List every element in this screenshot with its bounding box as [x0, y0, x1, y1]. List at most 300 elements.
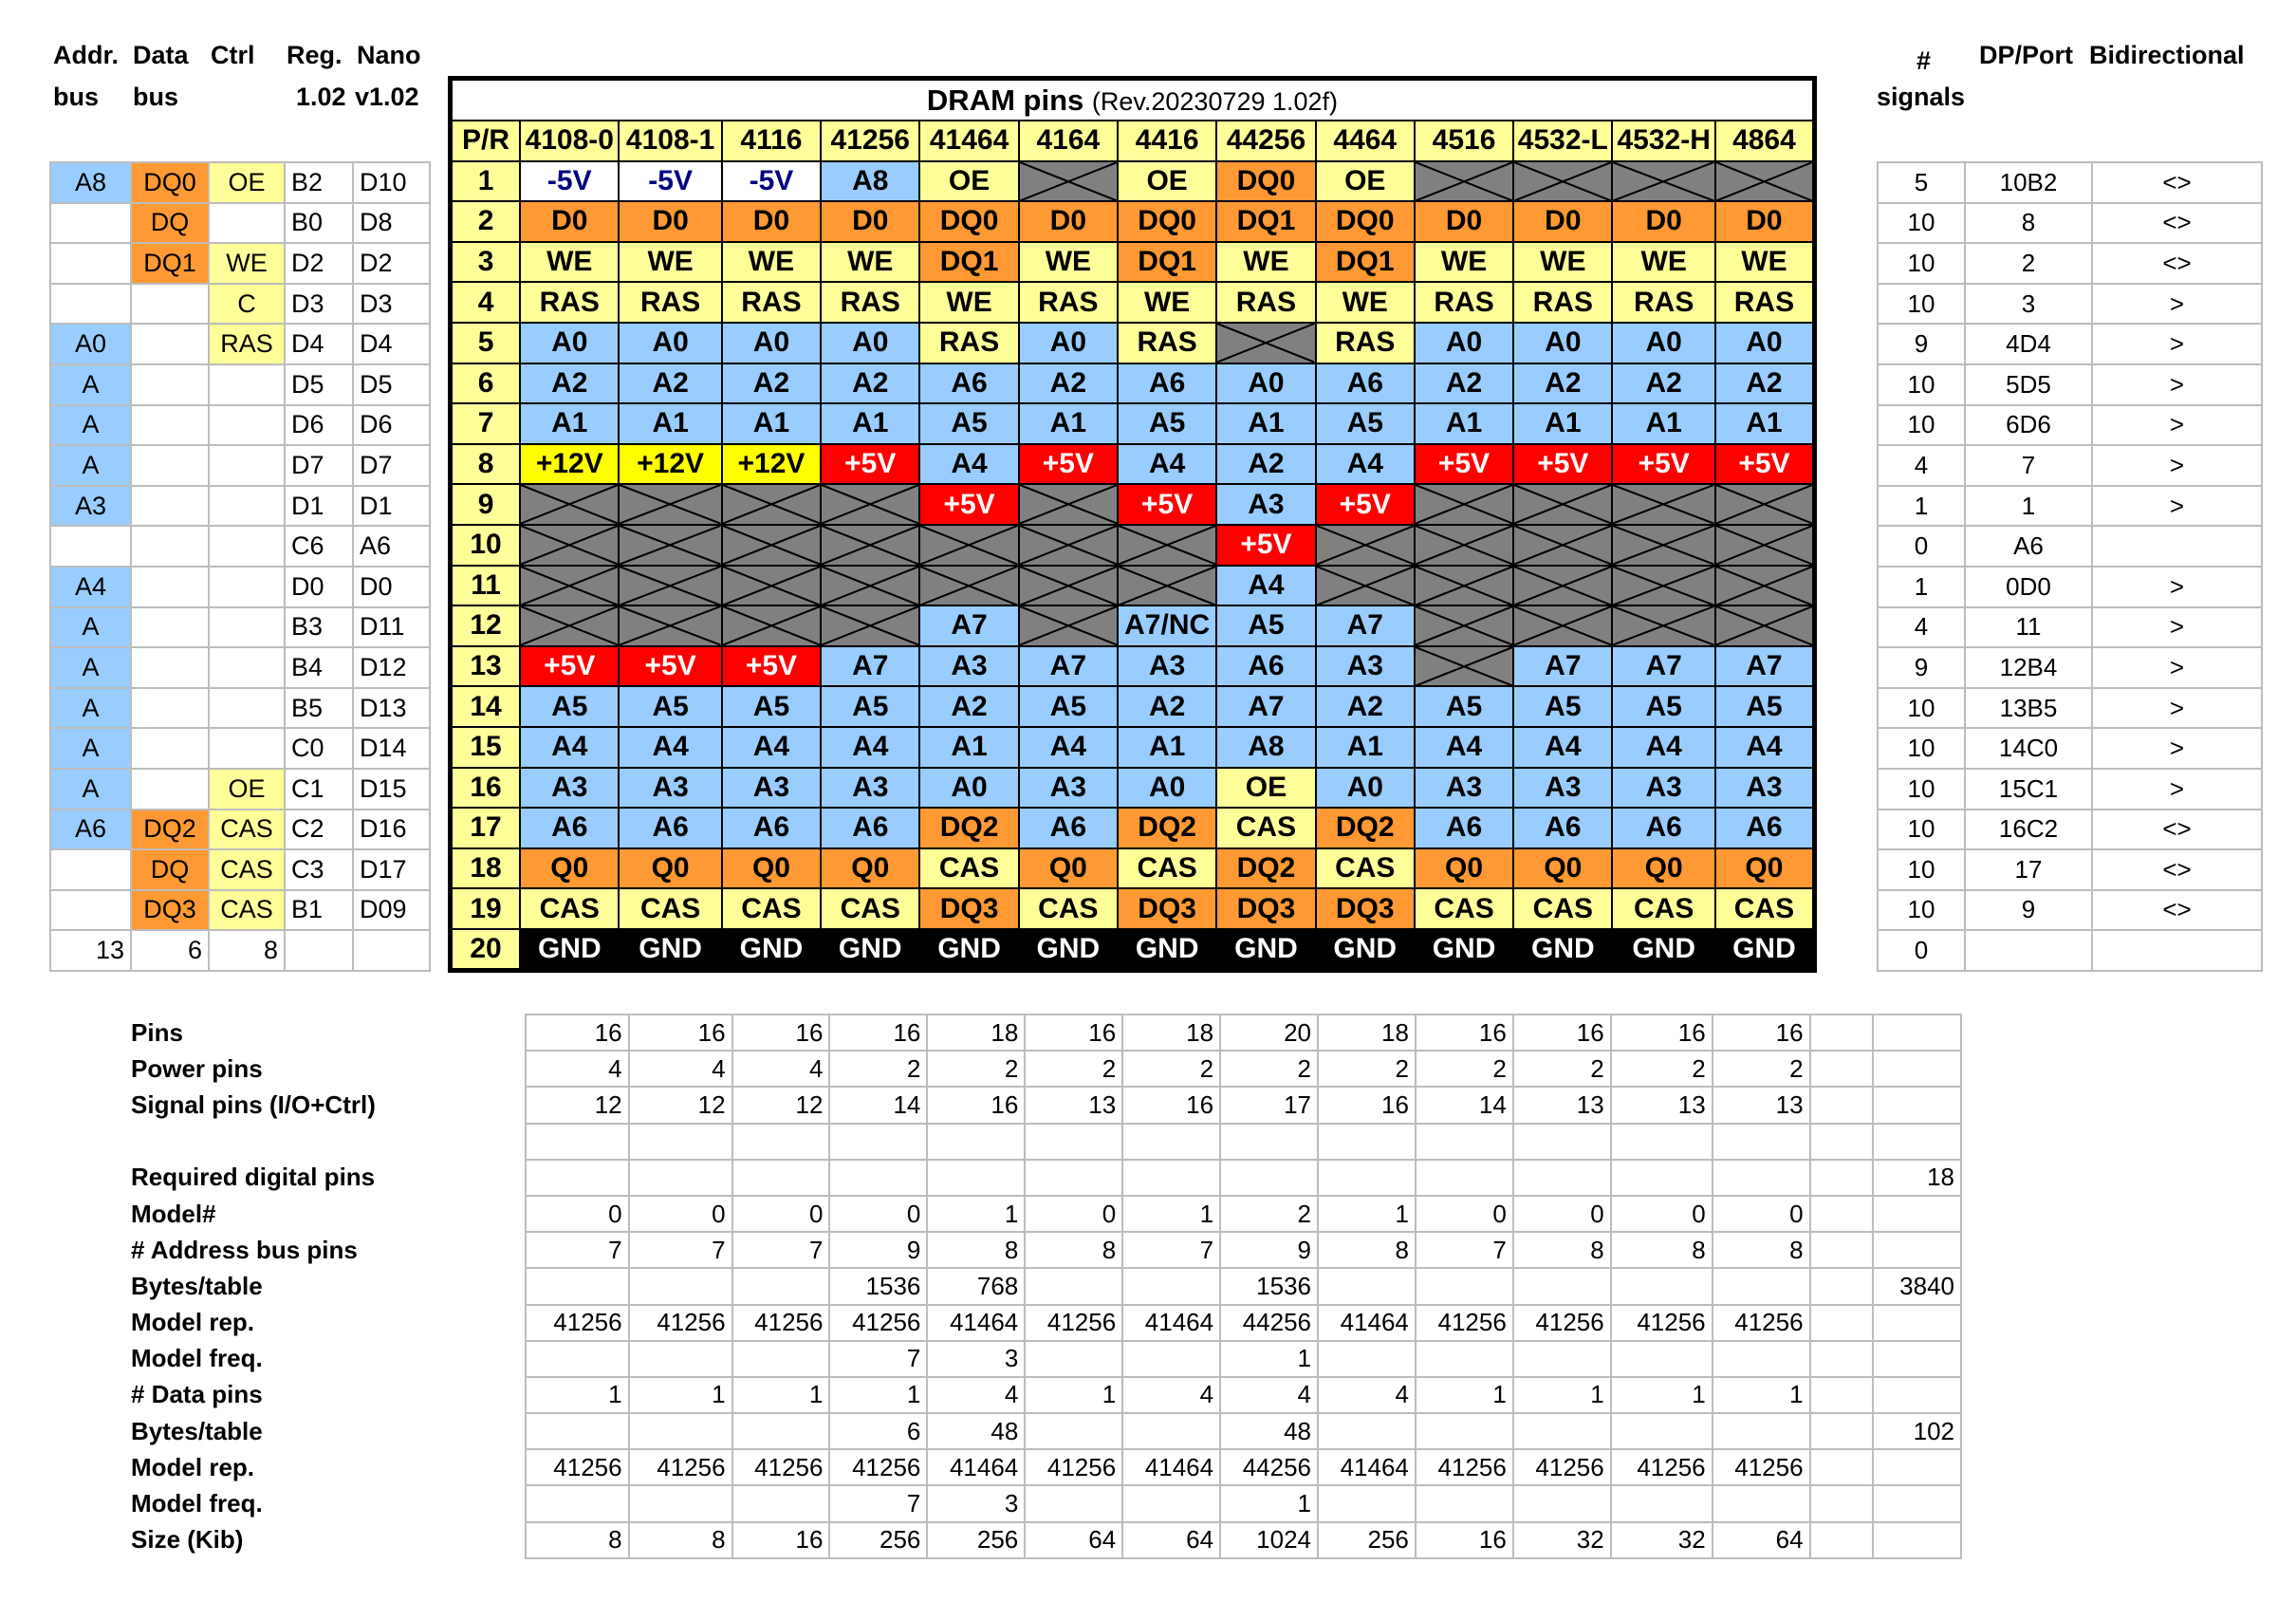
summary-table — [131, 1014, 1962, 1559]
not-connected-cell — [1513, 525, 1612, 566]
right-row — [1878, 364, 2262, 405]
not-connected-cell — [1715, 484, 1815, 525]
addr-cell: A — [50, 647, 131, 688]
summary-value: 16 — [927, 1087, 1025, 1123]
pin-signal: -5V — [520, 161, 619, 202]
summary-extra — [1810, 1413, 1874, 1449]
pin-signal: RAS — [1513, 282, 1612, 323]
summary-value: 1 — [1513, 1377, 1611, 1413]
data-cell — [131, 364, 209, 405]
summary-value: 14 — [1416, 1087, 1513, 1123]
pin-signal: D0 — [1715, 201, 1815, 242]
summary-value: 16 — [1318, 1087, 1416, 1123]
summary-value: 7 — [1122, 1232, 1220, 1268]
pin-signal: A0 — [1316, 768, 1415, 809]
signal-count: 1 — [1878, 567, 1965, 607]
signal-count: 10 — [1878, 769, 1965, 810]
pin-number: 7 — [451, 403, 521, 444]
summary-value — [629, 1124, 732, 1160]
left-row — [50, 810, 430, 850]
summary-value — [927, 1124, 1025, 1160]
summary-extra — [1873, 1522, 1961, 1558]
signal-count: 5 — [1878, 162, 1965, 203]
summary-value: 4 — [629, 1051, 732, 1087]
nano-cell: D11 — [353, 607, 430, 648]
pin-signal: A1 — [1019, 403, 1118, 444]
pin-signal: GND — [1513, 929, 1612, 971]
summary-value: 0 — [526, 1196, 629, 1232]
not-connected-cell — [1513, 566, 1612, 606]
reg-cell: D2 — [285, 243, 353, 284]
nano-cell: A6 — [353, 526, 430, 567]
pin-signal: A2 — [520, 363, 619, 404]
not-connected-cell — [1612, 161, 1714, 202]
nano-cell: D16 — [353, 810, 430, 850]
summary-value — [1318, 1160, 1416, 1196]
summary-value — [1713, 1341, 1810, 1377]
not-connected-cell — [919, 566, 1018, 606]
pin-signal: A4 — [1513, 727, 1612, 768]
addr-cell: A — [50, 364, 131, 405]
bidirectional: > — [2092, 486, 2262, 527]
pin-signal: CAS — [520, 888, 619, 929]
summary-value: 768 — [927, 1268, 1025, 1304]
addr-cell: A8 — [50, 162, 131, 203]
pin-signal: +5V — [1715, 444, 1815, 485]
summary-label: Pins — [131, 1017, 183, 1047]
pin-signal: RAS — [919, 323, 1018, 363]
summary-value — [1713, 1413, 1810, 1449]
pin-signal: A1 — [520, 403, 619, 444]
data-cell — [131, 526, 209, 567]
dp-port: 7 — [1965, 445, 2092, 486]
right-row — [1878, 526, 2262, 567]
addr-cell: A — [50, 405, 131, 446]
pin-signal: Q0 — [1513, 848, 1612, 889]
pin-signal: +5V — [919, 484, 1018, 525]
pin-signal: A5 — [1415, 686, 1513, 727]
pin-row — [451, 727, 1815, 768]
pin-signal: A1 — [1513, 403, 1612, 444]
ctrl-cell: OE — [209, 162, 285, 203]
pin-signal: GND — [619, 929, 721, 971]
pin-signal: D0 — [520, 201, 619, 242]
summary-value: 0 — [1513, 1196, 1611, 1232]
summary-value: 41464 — [1318, 1449, 1416, 1485]
pin-signal: D0 — [1019, 201, 1118, 242]
summary-value — [629, 1268, 732, 1304]
pin-signal: +5V — [1612, 444, 1714, 485]
pin-signal: A3 — [1513, 768, 1612, 809]
pin-signal: Q0 — [1612, 848, 1714, 889]
summary-extra: 3840 — [1873, 1268, 1961, 1304]
summary-value: 0 — [629, 1196, 732, 1232]
pin-signal: A1 — [1216, 403, 1315, 444]
ctrl-cell — [209, 486, 285, 527]
pin-signal: Q0 — [1715, 848, 1815, 889]
pin-signal: A4 — [1216, 566, 1315, 606]
summary-row — [131, 1341, 1961, 1377]
nano-cell: D6 — [353, 405, 430, 446]
pin-signal: A2 — [919, 686, 1018, 727]
not-connected-cell — [1612, 605, 1714, 646]
pin-signal: GND — [1715, 929, 1815, 971]
pin-signal: DQ2 — [919, 808, 1018, 848]
summary-value: 48 — [927, 1413, 1025, 1449]
right-row — [1878, 647, 2262, 688]
pin-signal: Q0 — [520, 848, 619, 889]
not-connected-cell — [1715, 161, 1815, 202]
summary-value — [526, 1160, 629, 1196]
summary-value: 12 — [629, 1087, 732, 1123]
summary-value: 41464 — [1122, 1449, 1220, 1485]
summary-value: 7 — [526, 1232, 629, 1268]
summary-value: 12 — [526, 1087, 629, 1123]
summary-value: 7 — [829, 1485, 927, 1521]
pin-signal: A3 — [1316, 646, 1415, 687]
hdr-signals: signals — [1877, 83, 1966, 111]
not-connected-cell — [1715, 525, 1815, 566]
signal-count: 9 — [1878, 324, 1965, 364]
pin-signal: GND — [919, 929, 1018, 971]
nano-cell: D2 — [353, 243, 430, 284]
summary-value: 2 — [1513, 1051, 1611, 1087]
dp-port — [1965, 930, 2092, 971]
summary-value — [732, 1485, 830, 1521]
data-cell — [131, 405, 209, 446]
summary-value: 18 — [1122, 1015, 1220, 1051]
summary-label: Model rep. — [131, 1452, 255, 1481]
summary-value: 16 — [1122, 1087, 1220, 1123]
pin-signal: RAS — [722, 282, 821, 323]
summary-value — [1611, 1268, 1713, 1304]
pin-number: 12 — [451, 605, 521, 646]
summary-label: Bytes/table — [131, 1271, 263, 1300]
summary-extra — [1873, 1485, 1961, 1521]
summary-value: 8 — [927, 1232, 1025, 1268]
chip-header-row — [451, 121, 1815, 161]
summary-value: 41256 — [1611, 1305, 1713, 1341]
reg-cell: D5 — [285, 364, 353, 405]
pin-signal: GND — [520, 929, 619, 971]
bidirectional: > — [2092, 567, 2262, 607]
pin-signal: D0 — [619, 201, 721, 242]
pin-signal: CAS — [1415, 888, 1513, 929]
signal-count: 4 — [1878, 445, 1965, 486]
pin-signal: WE — [1715, 242, 1815, 283]
nano-cell: D8 — [353, 203, 430, 244]
pin-signal: GND — [1415, 929, 1513, 971]
summary-value: 0 — [1025, 1196, 1122, 1232]
pin-row — [451, 929, 1815, 971]
summary-row — [131, 1449, 1961, 1485]
pin-signal: A7 — [1612, 646, 1714, 687]
summary-value — [1122, 1341, 1220, 1377]
not-connected-cell — [1513, 161, 1612, 202]
not-connected-cell — [1612, 566, 1714, 606]
pin-signal: A8 — [1216, 727, 1315, 768]
pin-signal: DQ0 — [1118, 201, 1216, 242]
summary-value: 4 — [1220, 1377, 1318, 1413]
pin-row — [451, 363, 1815, 404]
summary-value — [1611, 1413, 1713, 1449]
pin-signal: A4 — [1118, 444, 1216, 485]
pin-signal: RAS — [1118, 323, 1216, 363]
pin-signal: D0 — [1415, 201, 1513, 242]
summary-row — [131, 1377, 1961, 1413]
summary-extra: 18 — [1873, 1160, 1961, 1196]
pin-signal: CAS — [722, 888, 821, 929]
pin-signal: A3 — [722, 768, 821, 809]
summary-value: 7 — [829, 1341, 927, 1377]
summary-value: 48 — [1220, 1413, 1318, 1449]
summary-value — [1122, 1485, 1220, 1521]
addr-cell: A — [50, 445, 131, 486]
summary-value — [1025, 1485, 1122, 1521]
summary-value: 8 — [1025, 1232, 1122, 1268]
left-row — [50, 405, 430, 446]
pin-signal: A1 — [1316, 727, 1415, 768]
summary-value — [1122, 1413, 1220, 1449]
summary-value: 4 — [1122, 1377, 1220, 1413]
reg-cell: D4 — [285, 324, 353, 364]
summary-value: 16 — [1513, 1015, 1611, 1051]
pin-number: 20 — [451, 929, 521, 971]
pin-signal: A2 — [1316, 686, 1415, 727]
pin-signal: A0 — [1513, 323, 1612, 363]
chip-header: 4464 — [1316, 121, 1415, 161]
summary-row — [131, 1160, 1961, 1196]
summary-value: 44256 — [1220, 1449, 1318, 1485]
pin-signal: A3 — [1715, 768, 1815, 809]
summary-label: # Address bus pins — [131, 1235, 358, 1264]
summary-value: 7 — [1416, 1232, 1513, 1268]
pin-signal: A6 — [1316, 363, 1415, 404]
right-row — [1878, 284, 2262, 325]
summary-value — [1513, 1485, 1611, 1521]
pin-signal: RAS — [1019, 282, 1118, 323]
pin-signal: A4 — [1415, 727, 1513, 768]
pin-signal: A3 — [1118, 646, 1216, 687]
summary-value — [1318, 1268, 1416, 1304]
summary-row — [131, 1268, 1961, 1304]
left-row — [50, 607, 430, 648]
data-cell: 6 — [131, 930, 209, 971]
summary-value — [1318, 1341, 1416, 1377]
left-row — [50, 364, 430, 405]
pin-number: 15 — [451, 727, 521, 768]
summary-value: 41256 — [1713, 1449, 1810, 1485]
pin-number: 13 — [451, 646, 521, 687]
nano-cell: D13 — [353, 688, 430, 729]
data-cell — [131, 284, 209, 325]
nano-cell: D15 — [353, 769, 430, 810]
summary-extra — [1810, 1485, 1874, 1521]
pin-signal: A2 — [1415, 363, 1513, 404]
pin-signal: A6 — [1019, 808, 1118, 848]
pin-signal: DQ3 — [1118, 888, 1216, 929]
pin-signal: WE — [1513, 242, 1612, 283]
addr-cell: A — [50, 769, 131, 810]
summary-label: Model freq. — [131, 1344, 263, 1373]
summary-value — [629, 1160, 732, 1196]
summary-value: 41256 — [1416, 1449, 1513, 1485]
pin-signal: D0 — [821, 201, 919, 242]
pin-signal: GND — [722, 929, 821, 971]
summary-row — [131, 1413, 1961, 1449]
not-connected-cell — [1216, 323, 1315, 363]
pin-signal: WE — [1118, 282, 1216, 323]
pin-signal: WE — [520, 242, 619, 283]
left-row — [50, 445, 430, 486]
not-connected-cell — [821, 605, 919, 646]
pin-signal: A0 — [1715, 323, 1815, 363]
pin-signal: DQ2 — [1216, 848, 1315, 889]
summary-value: 2 — [1713, 1051, 1810, 1087]
pin-signal: Q0 — [619, 848, 721, 889]
pin-signal: CAS — [1316, 848, 1415, 889]
reg-cell: D7 — [285, 445, 353, 486]
dp-port: 16C2 — [1965, 810, 2092, 850]
pin-signal: A1 — [1118, 727, 1216, 768]
data-cell: DQ — [131, 849, 209, 890]
pin-signal: A7 — [821, 646, 919, 687]
signal-count: 10 — [1878, 284, 1965, 325]
pin-signal: A5 — [1019, 686, 1118, 727]
pin-signal: DQ1 — [1216, 201, 1315, 242]
hdr-ctrl: Ctrl — [211, 41, 255, 69]
summary-value: 17 — [1220, 1087, 1318, 1123]
pin-signal: A3 — [1019, 768, 1118, 809]
summary-value: 1 — [1122, 1196, 1220, 1232]
hdr-reg-2: 1.02 — [296, 83, 346, 111]
summary-value: 20 — [1220, 1015, 1318, 1051]
pin-signal: A6 — [821, 808, 919, 848]
summary-value: 8 — [1318, 1232, 1416, 1268]
ctrl-cell — [209, 526, 285, 567]
summary-value: 2 — [1318, 1051, 1416, 1087]
pin-number: 4 — [451, 282, 521, 323]
summary-value: 8 — [629, 1522, 732, 1558]
summary-value — [1513, 1268, 1611, 1304]
bidirectional: <> — [2092, 849, 2262, 890]
reg-cell: C0 — [285, 728, 353, 769]
summary-value: 1 — [1318, 1196, 1416, 1232]
pin-number: 6 — [451, 363, 521, 404]
pin-signal: GND — [1316, 929, 1415, 971]
pin-signal: A8 — [821, 161, 919, 202]
summary-value: 44256 — [1220, 1305, 1318, 1341]
dp-port: 6D6 — [1965, 405, 2092, 446]
pin-signal: A2 — [1513, 363, 1612, 404]
dp-port: A6 — [1965, 526, 2092, 567]
summary-value — [1025, 1124, 1122, 1160]
pin-signal: WE — [821, 242, 919, 283]
signal-count: 10 — [1878, 810, 1965, 850]
right-signal-table — [1877, 161, 2263, 972]
pin-signal: +5V — [1513, 444, 1612, 485]
pin-signal: CAS — [1216, 808, 1315, 848]
summary-value: 3 — [927, 1341, 1025, 1377]
dp-port: 4D4 — [1965, 324, 2092, 364]
summary-value — [1611, 1124, 1713, 1160]
dp-port: 2 — [1965, 243, 2092, 284]
pin-signal: +5V — [821, 444, 919, 485]
summary-value: 2 — [1122, 1051, 1220, 1087]
summary-value — [629, 1485, 732, 1521]
dp-port: 10B2 — [1965, 162, 2092, 203]
dp-port: 5D5 — [1965, 364, 2092, 405]
ctrl-cell: 8 — [209, 930, 285, 971]
dp-port: 11 — [1965, 607, 2092, 648]
nano-cell: D5 — [353, 364, 430, 405]
summary-value: 41256 — [829, 1449, 927, 1485]
pin-signal: WE — [1216, 242, 1315, 283]
summary-value: 13 — [1611, 1087, 1713, 1123]
pin-signal: A7 — [1715, 646, 1815, 687]
left-row — [50, 930, 430, 971]
not-connected-cell — [619, 605, 721, 646]
pin-signal: A7 — [1019, 646, 1118, 687]
chip-header: 4532-L — [1513, 121, 1612, 161]
right-row — [1878, 243, 2262, 284]
pin-signal: CAS — [1019, 888, 1118, 929]
summary-value: 0 — [1611, 1196, 1713, 1232]
summary-value: 1 — [732, 1377, 830, 1413]
bidirectional: <> — [2092, 203, 2262, 244]
summary-label: Bytes/table — [131, 1416, 263, 1445]
summary-value: 6 — [829, 1413, 927, 1449]
pin-signal: A5 — [1118, 403, 1216, 444]
bidirectional — [2092, 526, 2262, 567]
pin-signal: WE — [1019, 242, 1118, 283]
summary-value: 64 — [1025, 1522, 1122, 1558]
summary-value: 4 — [732, 1051, 830, 1087]
right-row — [1878, 849, 2262, 890]
summary-value: 7 — [732, 1232, 830, 1268]
pin-signal: CAS — [821, 888, 919, 929]
summary-value — [1416, 1268, 1513, 1304]
summary-value: 13 — [1513, 1087, 1611, 1123]
not-connected-cell — [1019, 605, 1118, 646]
summary-value: 0 — [829, 1196, 927, 1232]
not-connected-cell — [1415, 566, 1513, 606]
summary-label: # Data pins — [131, 1380, 263, 1409]
right-row — [1878, 203, 2262, 244]
pin-signal: WE — [619, 242, 721, 283]
ctrl-cell: RAS — [209, 324, 285, 364]
pin-signal: DQ0 — [919, 201, 1018, 242]
bidirectional: <> — [2092, 243, 2262, 284]
left-row — [50, 526, 430, 567]
summary-value: 12 — [732, 1087, 830, 1123]
addr-cell: A4 — [50, 567, 131, 607]
ctrl-cell: CAS — [209, 890, 285, 931]
summary-value: 2 — [927, 1051, 1025, 1087]
pin-signal: A3 — [520, 768, 619, 809]
chip-header: 4164 — [1019, 121, 1118, 161]
pin-signal: A6 — [1216, 646, 1315, 687]
pin-signal: A0 — [520, 323, 619, 363]
summary-value: 41256 — [829, 1305, 927, 1341]
right-row — [1878, 445, 2262, 486]
summary-extra — [1810, 1268, 1874, 1304]
pin-signal: DQ2 — [1316, 808, 1415, 848]
summary-value: 41256 — [1025, 1449, 1122, 1485]
pin-signal: A1 — [1415, 403, 1513, 444]
left-row — [50, 162, 430, 203]
summary-value — [1025, 1413, 1122, 1449]
